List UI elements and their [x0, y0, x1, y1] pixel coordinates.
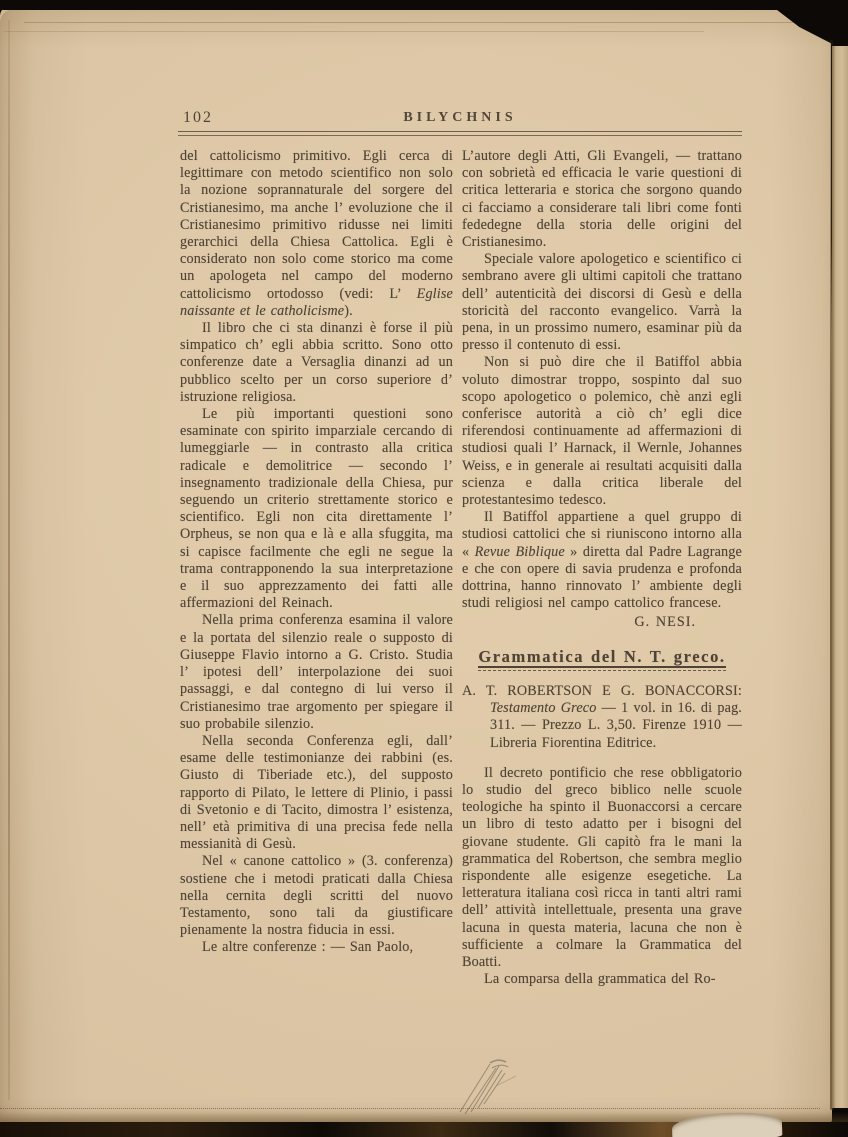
text-run: Nella prima conferenza esamina il valore e la portata del silenzio reale o supposto di Giuseppe Flavio intorno a G. Cristo. Studia l’ ipotesi dell’ interpolazione dei suoi passaggi, e dal contegno di lui verso il Cristianesimo trae argomento per spiegare il suo probabile silenzio.	[180, 612, 453, 732]
text-run: Speciale valore apologetico e scientifico ci sembrano avere gli ultimi capitoli che trattano dell’ autenticità dei discorsi di Gesù e della storicità del racconto evangelico. Varrà la pena, in un prossimo numero, esaminar più da presso il contenuto di essi.	[462, 251, 742, 354]
text-run: » diretta dal Padre Lagrange e che con opere di savia prudenza e profonda dottrina, hanno rinnovato l’ ambiente degli studi religiosi nel campo cattolico francese.	[462, 543, 742, 612]
page-number: 102	[183, 109, 213, 126]
paragraph	[462, 354, 742, 509]
text-run: — 1 vol. in 16. di pag. 311. — Prezzo L. 3,50. Firenze 1910 — Libreria Fiorentina Editrice.	[490, 700, 743, 751]
heading-underline	[478, 648, 725, 671]
paragraph	[462, 765, 742, 971]
paragraph	[180, 853, 453, 939]
paragraph	[180, 148, 453, 320]
paragraph	[462, 971, 742, 988]
italic-text-run: Revue Biblique	[474, 543, 565, 560]
text-run: Nel « canone cattolico » (3. conferenza) sostiene che i metodi praticati dalla Chiesa nella cernita degli scritti del nuovo Testamento, sono tali da giustificare pienamente la nostra fiducia in essi.	[180, 853, 453, 939]
text-run: La comparsa della grammatica del Ro-	[484, 971, 716, 988]
paragraph	[180, 733, 453, 853]
text-run: L’autore degli Atti, Gli Evangeli, — trattano con sobrietà ed efficacia le varie questioni di critica letteraria e storica che sorgono quando ci facciamo a considerare tali libri come fonti fededegne della storia delle origini del Cristianesimo.	[462, 148, 742, 251]
text-run: Il Batiffol appartiene a quel gruppo di studiosi cattolici che si riuniscono intorno alla «	[462, 509, 742, 560]
italic-text-run: Testamento Greco	[490, 700, 597, 717]
header-double-rule	[178, 131, 742, 136]
text-run: Nella seconda Conferenza egli, dall’ esame delle testimonianze dei rabbini (es. Giusto di Tiberiade etc.), del supposto rapporto di Pilato, le lettere di Plinio, i passi di Svetonio e di Tacito, dimostra l’ esistenza, nell’ età primitiva di una precisa fede nella messianità di Gesù.	[180, 732, 453, 853]
paragraph	[462, 251, 742, 354]
text-run: Le più importanti questioni sono esaminate con spirito imparziale cercando di lumeggiarle — in contrasto alla critica radicale e demolitrice — secondo l’ insegnamento tradizionale della Chiesa, pur seguendo un criterio strettamente storico e scientifico. Egli non cita direttamente l’ Orpheus, se non qua e là e alla sfuggita, ma si capisce facilmente che egli ne segue la trama contrapponendo la sua interpretazione e il suo apprezzamento dei fatti alle affermazioni del Reinach.	[180, 406, 453, 612]
text-run: Il libro che ci sta dinanzi è forse il più simpatico ch’ egli abbia scritto. Sono otto conferenze date a Versaglia dinanzi ad un pubblico scelto per un corso superiore d’ istruzione religiosa.	[180, 320, 453, 405]
paragraph	[462, 148, 742, 251]
section-heading	[462, 648, 742, 671]
paragraph	[462, 683, 742, 752]
italic-text-run: Eglise naissante et le catholicisme	[180, 285, 453, 319]
text-run: Il decreto pontificio che rese obbligatorio lo studio del greco biblico nelle scuole teologiche ha spinto il Buonaccorsi a cercare un libro di testo adatto per i bisogni del giovane studente. Gli capitò fra le mani la grammatica del Robertson, che sembra meglio rispondente alle esigenze esegetiche. La letteratura italiana così ricca in tanti altri rami dell’ attività intellettuale, presenta una grave lacuna in questa materia, lacuna che non è sufficiente a colmare la Grammatica del Boatti.	[462, 764, 742, 970]
author-signature: G. NESI.	[634, 614, 696, 631]
text-run: del cattolicismo primitivo. Egli cerca di legittimare con metodo scientifico non solo la nozione soprannaturale del sorgere del Cristianesimo, ma anche l’ evoluzione che il Cristianesimo primitivo ridusse nei limiti gerarchici della Chiesa Cattolica. Egli è considerato non solo come storico ma come un apologeta nel campo del moderno cattolicismo ortodosso (vedi: L’	[180, 148, 453, 302]
paragraph	[462, 509, 742, 612]
text-run: A. T. ROBERTSON E G. BONACCORSI:	[462, 682, 742, 699]
text-run: Le altre conferenze : — San Paolo,	[202, 939, 414, 956]
right-column-paragraphs	[462, 148, 742, 612]
left-text-column	[180, 148, 453, 957]
journal-title: BILYCHNIS	[403, 110, 517, 125]
paragraph	[180, 612, 453, 732]
section-paragraphs	[462, 683, 742, 988]
paragraph	[180, 406, 453, 612]
paragraph	[180, 320, 453, 406]
text-run: Non si può dire che il Batiffol abbia voluto dimostrar troppo, sospinto dal suo scopo apologetico o polemico, chè anzi egli conferisce autorità a ciò ch’ egli dice riferendosi continuamente ad affermazioni di studiosi quali l’ Harnack, il Wernle, Johannes Weiss, e in generale ai resultati acquisiti dalla scienza e dalla critica liberale del protestantesimo tedesco.	[462, 354, 742, 509]
section-heading-text: Grammatica del N. T. greco.	[478, 648, 725, 668]
paragraph	[180, 939, 453, 956]
text-run: ).	[344, 302, 353, 319]
right-text-column	[462, 148, 742, 988]
